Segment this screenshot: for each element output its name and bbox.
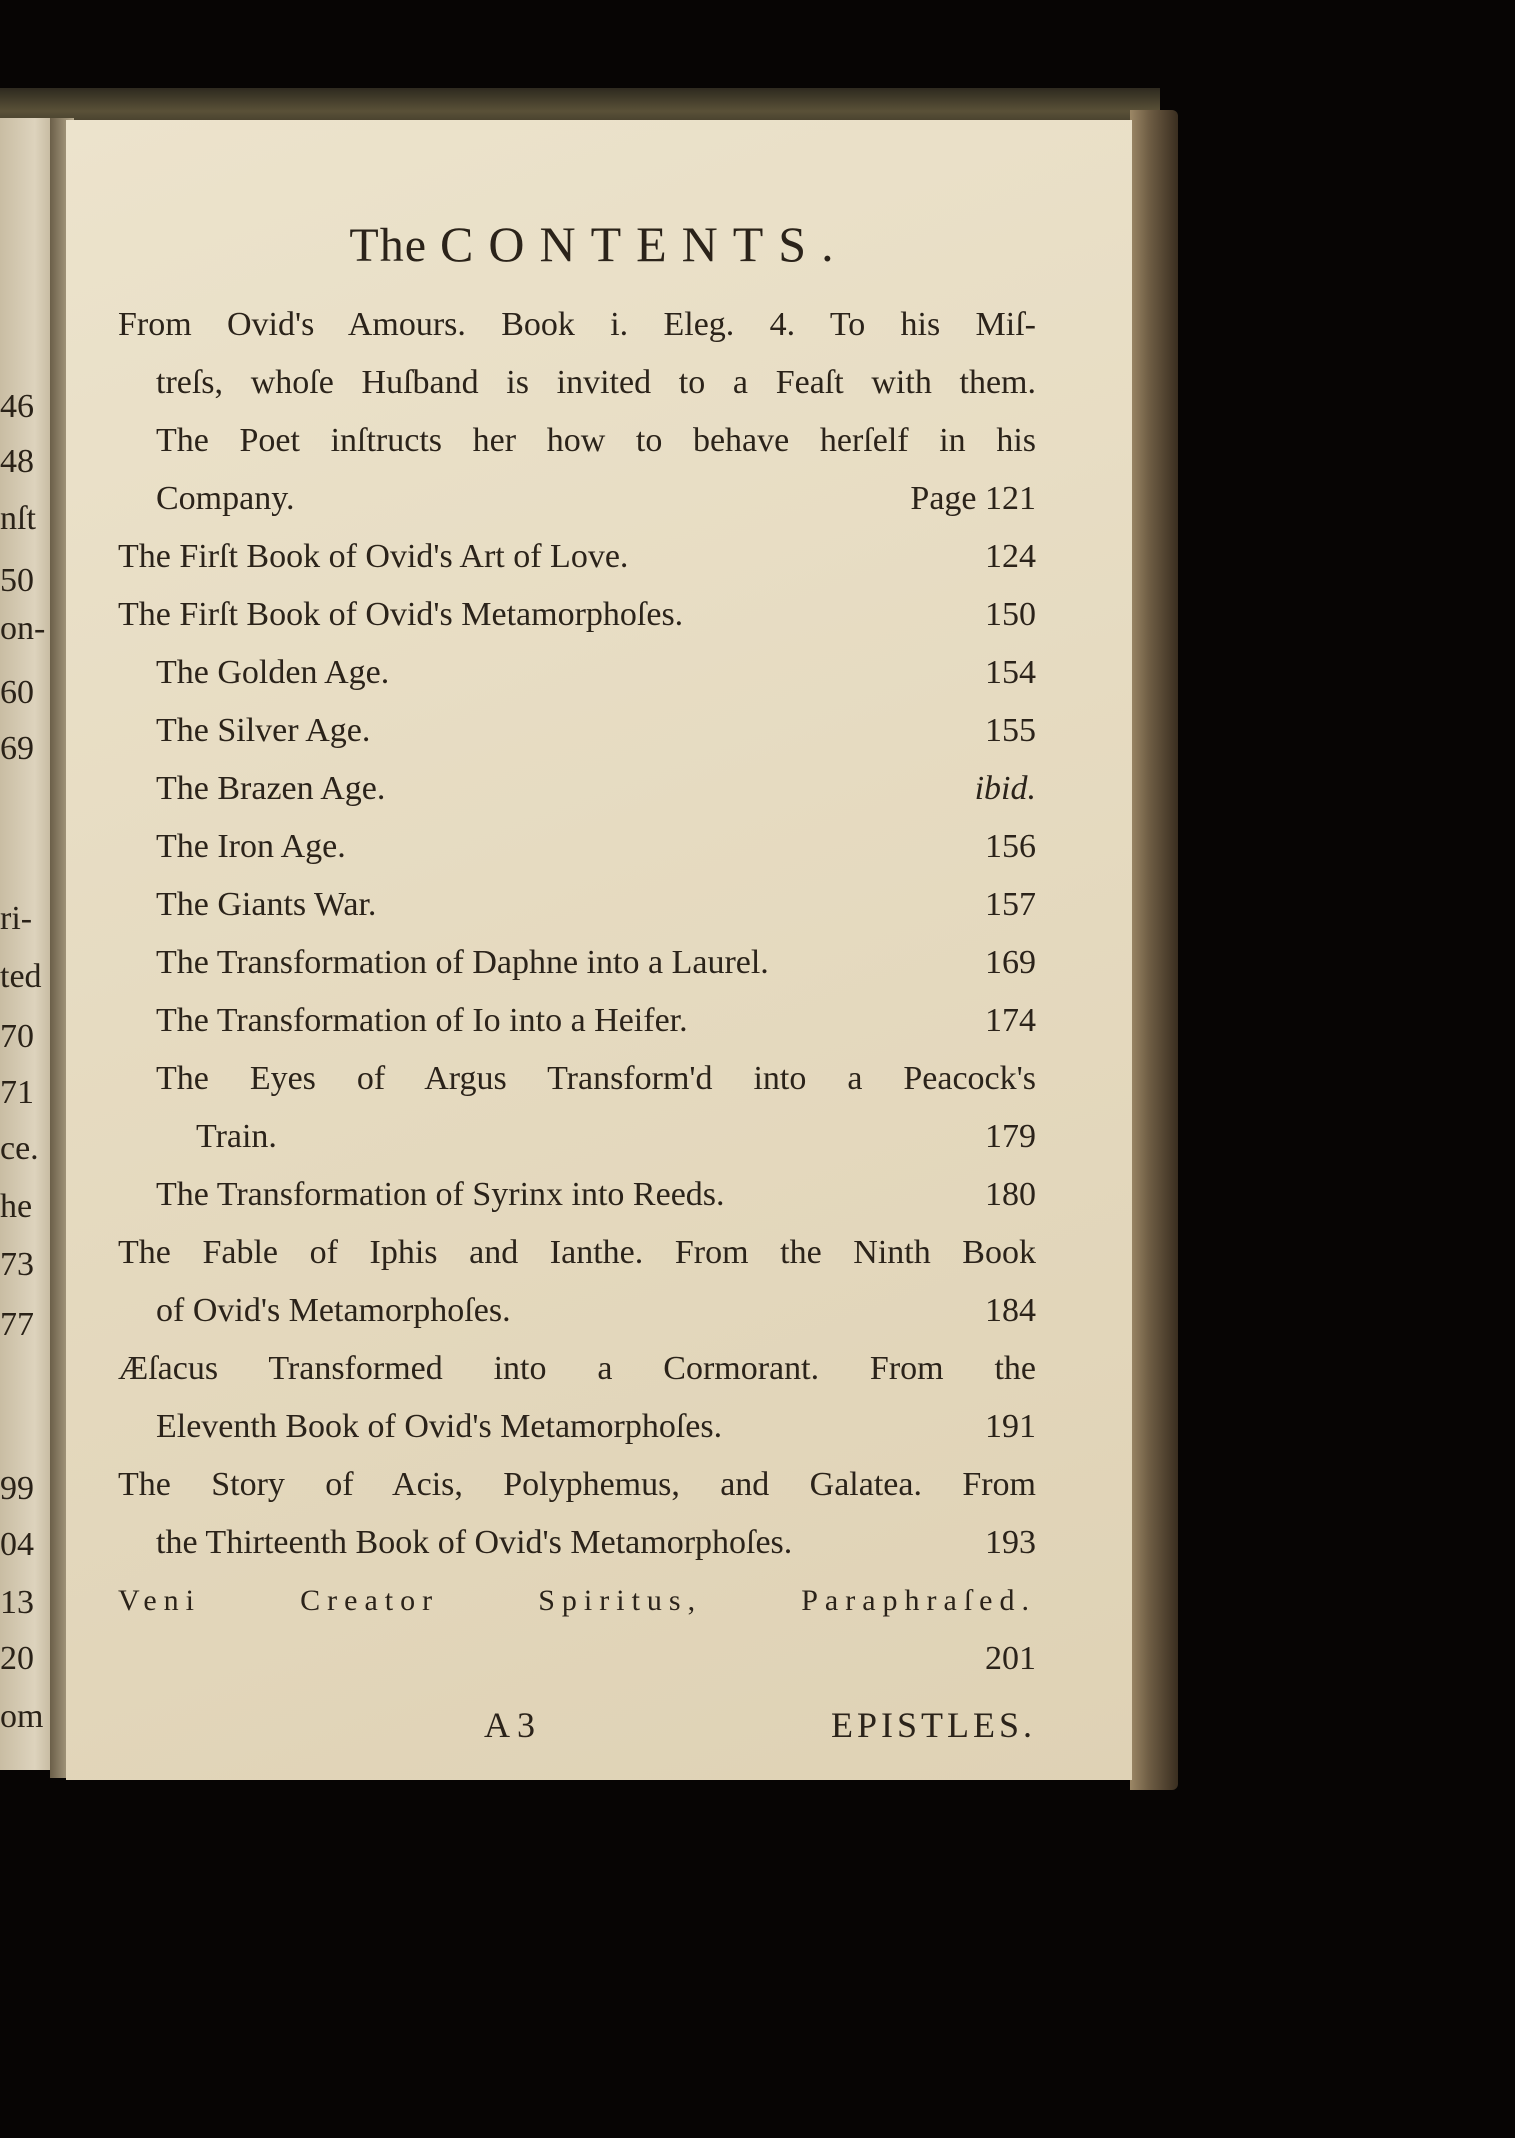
contents-entry-line xyxy=(156,412,1036,470)
entry-text: Veni Creator Spiritus, Paraphraſed. xyxy=(118,1584,1036,1617)
prev-page-fragment: 46 xyxy=(0,388,34,425)
contents-entry-line xyxy=(196,1108,1036,1166)
contents-entry-line xyxy=(156,702,1036,760)
prev-page-fragment: 70 xyxy=(0,1018,34,1055)
book-cover-edge xyxy=(1130,110,1178,1790)
contents-entry-line xyxy=(156,470,1036,528)
contents-entry-line xyxy=(156,934,1036,992)
entry-page-number: 180 xyxy=(985,1176,1036,1213)
contents-entry-line xyxy=(156,1514,1036,1572)
prev-page-fragment: 20 xyxy=(0,1640,34,1677)
entry-text: The Fable of Iphis and Ianthe. From the Ninth Book xyxy=(118,1234,1036,1271)
entry-text: Company. xyxy=(156,480,295,517)
entry-page-number: 201 xyxy=(985,1640,1036,1677)
entry-page-number: 191 xyxy=(985,1408,1036,1445)
contents-entry-line xyxy=(118,296,1036,354)
entry-text: The Golden Age. xyxy=(156,654,390,691)
prev-page-fragment: he xyxy=(0,1188,33,1225)
prev-page-fragment: om xyxy=(0,1698,44,1735)
prev-page-fragment: 73 xyxy=(0,1246,34,1283)
prev-page-fragment: 60 xyxy=(0,674,34,711)
entry-text: The Story of Acis, Polyphemus, and Galatea. From xyxy=(118,1466,1036,1503)
contents-entry-line xyxy=(118,1340,1036,1398)
entry-page-number: 156 xyxy=(985,828,1036,865)
contents-entry-line xyxy=(156,1050,1036,1108)
entry-text: The Silver Age. xyxy=(156,712,371,749)
contents-entry-line xyxy=(118,528,1036,586)
contents-entry-line xyxy=(156,992,1036,1050)
entry-page-number: 174 xyxy=(985,1002,1036,1039)
contents-page xyxy=(66,120,1132,1780)
contents-entry-line xyxy=(156,354,1036,412)
entry-page-number: ibid. xyxy=(974,770,1036,807)
prev-page-fragment: 48 xyxy=(0,443,34,480)
contents-entry-line xyxy=(156,1398,1036,1456)
prev-page-fragment: 50 xyxy=(0,562,34,599)
entry-text: The Transformation of Syrinx into Reeds. xyxy=(156,1176,725,1213)
signature-mark: A 3 xyxy=(484,1705,536,1745)
entry-text: The Giants War. xyxy=(156,886,377,923)
contents-entry-line xyxy=(118,1630,1036,1688)
contents-entry-line xyxy=(156,760,1036,818)
catchword: EPISTLES. xyxy=(830,1705,1036,1745)
contents-entry-line xyxy=(156,644,1036,702)
contents-entry-line xyxy=(118,586,1036,644)
entry-text: Train. xyxy=(196,1118,277,1155)
page-title xyxy=(66,215,1132,273)
prev-page-fragment: nſt xyxy=(0,500,36,537)
contents-entry-line xyxy=(118,1456,1036,1514)
entry-page-number: 184 xyxy=(985,1292,1036,1329)
prev-page-fragment: 04 xyxy=(0,1526,34,1563)
entry-text: The Poet inſtructs her how to behave herſelf in his xyxy=(156,422,1036,459)
prev-page-fragment: 99 xyxy=(0,1470,34,1507)
prev-page-fragment: 13 xyxy=(0,1584,34,1621)
contents-entry-line xyxy=(118,1572,1036,1630)
entry-page-number: 154 xyxy=(985,654,1036,691)
entry-text: The Transformation of Daphne into a Laurel. xyxy=(156,944,769,981)
entry-page-number: 169 xyxy=(985,944,1036,981)
contents-entry-line xyxy=(156,1166,1036,1224)
entry-page-number: 179 xyxy=(985,1118,1036,1155)
entry-page-number: 193 xyxy=(985,1524,1036,1561)
entry-page-number: 155 xyxy=(985,712,1036,749)
entry-text: The Firſt Book of Ovid's Metamorphoſes. xyxy=(118,596,684,633)
entry-text: The Transformation of Io into a Heifer. xyxy=(156,1002,688,1039)
contents-entry-line xyxy=(156,876,1036,934)
entry-page-number: 150 xyxy=(985,596,1036,633)
entry-text: of Ovid's Metamorphoſes. xyxy=(156,1292,511,1329)
entry-text: The Iron Age. xyxy=(156,828,346,865)
prev-page-fragment: ri- xyxy=(0,900,33,937)
entry-text: The Brazen Age. xyxy=(156,770,386,807)
entry-text: the Thirteenth Book of Ovid's Metamorphoſes. xyxy=(156,1524,793,1561)
prev-page-fragment: 71 xyxy=(0,1074,34,1111)
entry-text: treſs, whoſe Huſband is invited to a Feaſt with them. xyxy=(156,364,1036,401)
entry-page-number: 124 xyxy=(985,538,1036,575)
prev-page-fragment: on- xyxy=(0,610,46,647)
entry-text: Eleventh Book of Ovid's Metamorphoſes. xyxy=(156,1408,723,1445)
contents-entry-line xyxy=(156,1282,1036,1340)
title-prefix: The xyxy=(349,219,427,272)
prev-page-fragment: 69 xyxy=(0,730,34,767)
entry-text: From Ovid's Amours. Book i. Eleg. 4. To his Miſ- xyxy=(118,306,1036,343)
entry-page-number: Page 121 xyxy=(910,480,1036,517)
prev-page-fragment: ted xyxy=(0,958,42,995)
entry-text: Æſacus Transformed into a Cormorant. From the xyxy=(118,1350,1036,1387)
entry-text: The Firſt Book of Ovid's Art of Love. xyxy=(118,538,629,575)
prev-page-fragment: ce. xyxy=(0,1130,39,1167)
title-main: CONTENTS. xyxy=(440,216,849,272)
prev-page-fragment: 77 xyxy=(0,1306,34,1343)
entry-page-number: 157 xyxy=(985,886,1036,923)
contents-entry-line xyxy=(118,1224,1036,1282)
contents-entry-line xyxy=(156,818,1036,876)
entry-text: The Eyes of Argus Transform'd into a Peacock's xyxy=(156,1060,1036,1097)
